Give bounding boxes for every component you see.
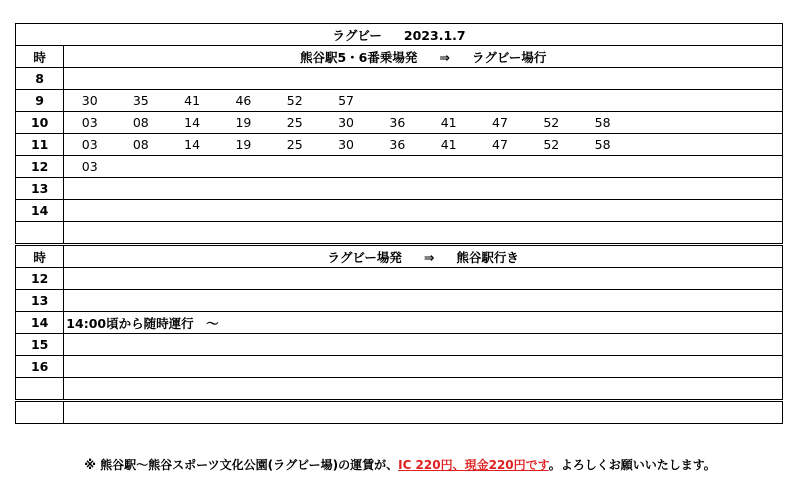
minute-cell: [423, 200, 474, 222]
minute-cell: [64, 200, 115, 222]
blank-cell: [731, 90, 783, 112]
fare-amount: IC 220円、現金220円です: [398, 458, 549, 472]
minute-cell: 14: [166, 134, 217, 156]
outbound-header: [64, 46, 783, 68]
outbound-destination: ラグビー場行: [471, 49, 547, 65]
minute-cell: [526, 178, 577, 200]
minute-cell: [474, 68, 525, 90]
hour-cell: 9: [16, 90, 64, 112]
minute-cell: 25: [269, 112, 320, 134]
minute-cell: [115, 178, 166, 200]
blank-cell: [731, 134, 783, 156]
minute-cell: [372, 68, 423, 90]
table-row: [16, 268, 783, 290]
table-row: [16, 178, 783, 200]
schedule-note: [64, 378, 783, 401]
minute-cell: [474, 200, 525, 222]
minute-cell: [680, 112, 731, 134]
minute-cell: [115, 68, 166, 90]
minute-cell: [680, 178, 731, 200]
minute-cell: [166, 68, 217, 90]
minute-cell: 25: [269, 134, 320, 156]
minute-cell: [526, 156, 577, 178]
outbound-direction: 熊谷駅5・6番乗場発: [299, 49, 418, 65]
blank-cell: [731, 68, 783, 90]
minute-cell: [64, 68, 115, 90]
blank-cell: [731, 200, 783, 222]
hour-cell: [16, 378, 64, 401]
minute-cell: [423, 90, 474, 112]
hour-cell: 14: [16, 312, 64, 334]
table-row: [16, 356, 783, 378]
minute-cell: 30: [320, 112, 371, 134]
minute-cell: [577, 200, 628, 222]
minute-cell: [166, 178, 217, 200]
table-row: [16, 200, 783, 222]
minute-cell: [218, 200, 269, 222]
minute-cell: 47: [474, 112, 525, 134]
minute-cell: [166, 156, 217, 178]
minute-cell: [628, 68, 679, 90]
hour-cell: 12: [16, 156, 64, 178]
timetable: [15, 23, 783, 424]
minute-cell: [115, 156, 166, 178]
minute-cell: [166, 200, 217, 222]
fare-notice: [0, 456, 800, 473]
minute-cell: [526, 200, 577, 222]
title-name: ラグビー: [332, 27, 382, 43]
minute-cell: 58: [577, 134, 628, 156]
minute-cell: [269, 178, 320, 200]
minute-cell: [320, 68, 371, 90]
minute-cell: [372, 178, 423, 200]
minute-cell: [680, 90, 731, 112]
hour-cell: 14: [16, 200, 64, 222]
minute-cell: [680, 68, 731, 90]
minute-cell: [64, 178, 115, 200]
minute-cell: [115, 200, 166, 222]
fare-notice-suffix: 。よろしくお願いいたします。: [548, 458, 716, 472]
hour-cell: 15: [16, 334, 64, 356]
inbound-header-row: [16, 245, 783, 268]
schedule-note: [64, 268, 783, 290]
minute-cell: 30: [64, 90, 115, 112]
table-row: [16, 334, 783, 356]
hour-cell: 11: [16, 134, 64, 156]
minute-cell: [628, 112, 679, 134]
inbound-destination: 熊谷駅行き: [456, 249, 519, 265]
minute-cell: [269, 156, 320, 178]
minute-cell: 41: [423, 134, 474, 156]
minute-cell: [320, 178, 371, 200]
table-row: [16, 90, 783, 112]
schedule-note: [64, 334, 783, 356]
minute-cell: 14: [166, 112, 217, 134]
minute-cell: 08: [115, 112, 166, 134]
minute-cell: 19: [218, 134, 269, 156]
hour-cell: 12: [16, 268, 64, 290]
schedule-note: [64, 356, 783, 378]
blank-cell: [731, 178, 783, 200]
blank-cell: [731, 156, 783, 178]
sheet-title: [16, 24, 783, 46]
minute-cell: [577, 156, 628, 178]
table-row: [16, 112, 783, 134]
hour-cell: 8: [16, 68, 64, 90]
minute-cell: [474, 178, 525, 200]
table-row: [16, 378, 783, 401]
minute-cell: [320, 200, 371, 222]
outbound-hour-header: 時: [16, 46, 64, 68]
minute-cell: [526, 90, 577, 112]
minute-cell: [372, 156, 423, 178]
minute-cell: [628, 200, 679, 222]
blank-cell: [64, 401, 783, 424]
blank-cell: [16, 401, 64, 424]
table-row: [16, 290, 783, 312]
minute-cell: 52: [269, 90, 320, 112]
blank-cell: [16, 222, 64, 245]
hour-cell: 13: [16, 290, 64, 312]
minute-cell: [320, 156, 371, 178]
hour-cell: 13: [16, 178, 64, 200]
minute-cell: [218, 178, 269, 200]
blank-cell: [731, 112, 783, 134]
table-row: [16, 68, 783, 90]
inbound-header: [64, 245, 783, 268]
inbound-arrow: ⇒: [423, 249, 435, 265]
minute-cell: [269, 68, 320, 90]
outbound-arrow: ⇒: [439, 49, 450, 65]
schedule-note: [64, 290, 783, 312]
inbound-direction: ラグビー場発: [327, 249, 402, 265]
minute-cell: 52: [526, 112, 577, 134]
minute-cell: 41: [423, 112, 474, 134]
table-row: [16, 312, 783, 334]
minute-cell: 03: [64, 156, 115, 178]
table-row: [16, 134, 783, 156]
minute-cell: [577, 90, 628, 112]
blank-cell: [64, 222, 783, 245]
minute-cell: [372, 90, 423, 112]
title-date: 2023.1.7: [403, 27, 466, 43]
minute-cell: [423, 156, 474, 178]
minute-cell: 35: [115, 90, 166, 112]
separator-row: [16, 222, 783, 245]
minute-cell: 46: [218, 90, 269, 112]
table-row: [16, 401, 783, 424]
hour-cell: 10: [16, 112, 64, 134]
minute-cell: 19: [218, 112, 269, 134]
minute-cell: [577, 68, 628, 90]
schedule-note: 14:00頃から随時運行 ～: [64, 312, 783, 334]
fare-notice-prefix: ※ 熊谷駅～熊谷スポーツ文化公園(ラグビー場)の運賃が、: [84, 458, 399, 472]
minute-cell: 47: [474, 134, 525, 156]
minute-cell: 03: [64, 134, 115, 156]
minute-cell: [628, 134, 679, 156]
minute-cell: [680, 200, 731, 222]
minute-cell: 58: [577, 112, 628, 134]
minute-cell: [474, 156, 525, 178]
minute-cell: [628, 90, 679, 112]
minute-cell: 30: [320, 134, 371, 156]
minute-cell: [423, 178, 474, 200]
minute-cell: [628, 156, 679, 178]
minute-cell: [372, 200, 423, 222]
minute-cell: 36: [372, 134, 423, 156]
table-row: [16, 156, 783, 178]
minute-cell: [269, 200, 320, 222]
hour-cell: 16: [16, 356, 64, 378]
minute-cell: [474, 90, 525, 112]
minute-cell: [680, 134, 731, 156]
minute-cell: [526, 68, 577, 90]
minute-cell: [577, 178, 628, 200]
minute-cell: [423, 68, 474, 90]
minute-cell: [680, 156, 731, 178]
minute-cell: [628, 178, 679, 200]
minute-cell: 08: [115, 134, 166, 156]
minute-cell: 41: [166, 90, 217, 112]
minute-cell: [218, 156, 269, 178]
minute-cell: 52: [526, 134, 577, 156]
inbound-hour-header: 時: [16, 245, 64, 268]
minute-cell: 03: [64, 112, 115, 134]
minute-cell: 57: [320, 90, 371, 112]
minute-cell: 36: [372, 112, 423, 134]
minute-cell: [218, 68, 269, 90]
